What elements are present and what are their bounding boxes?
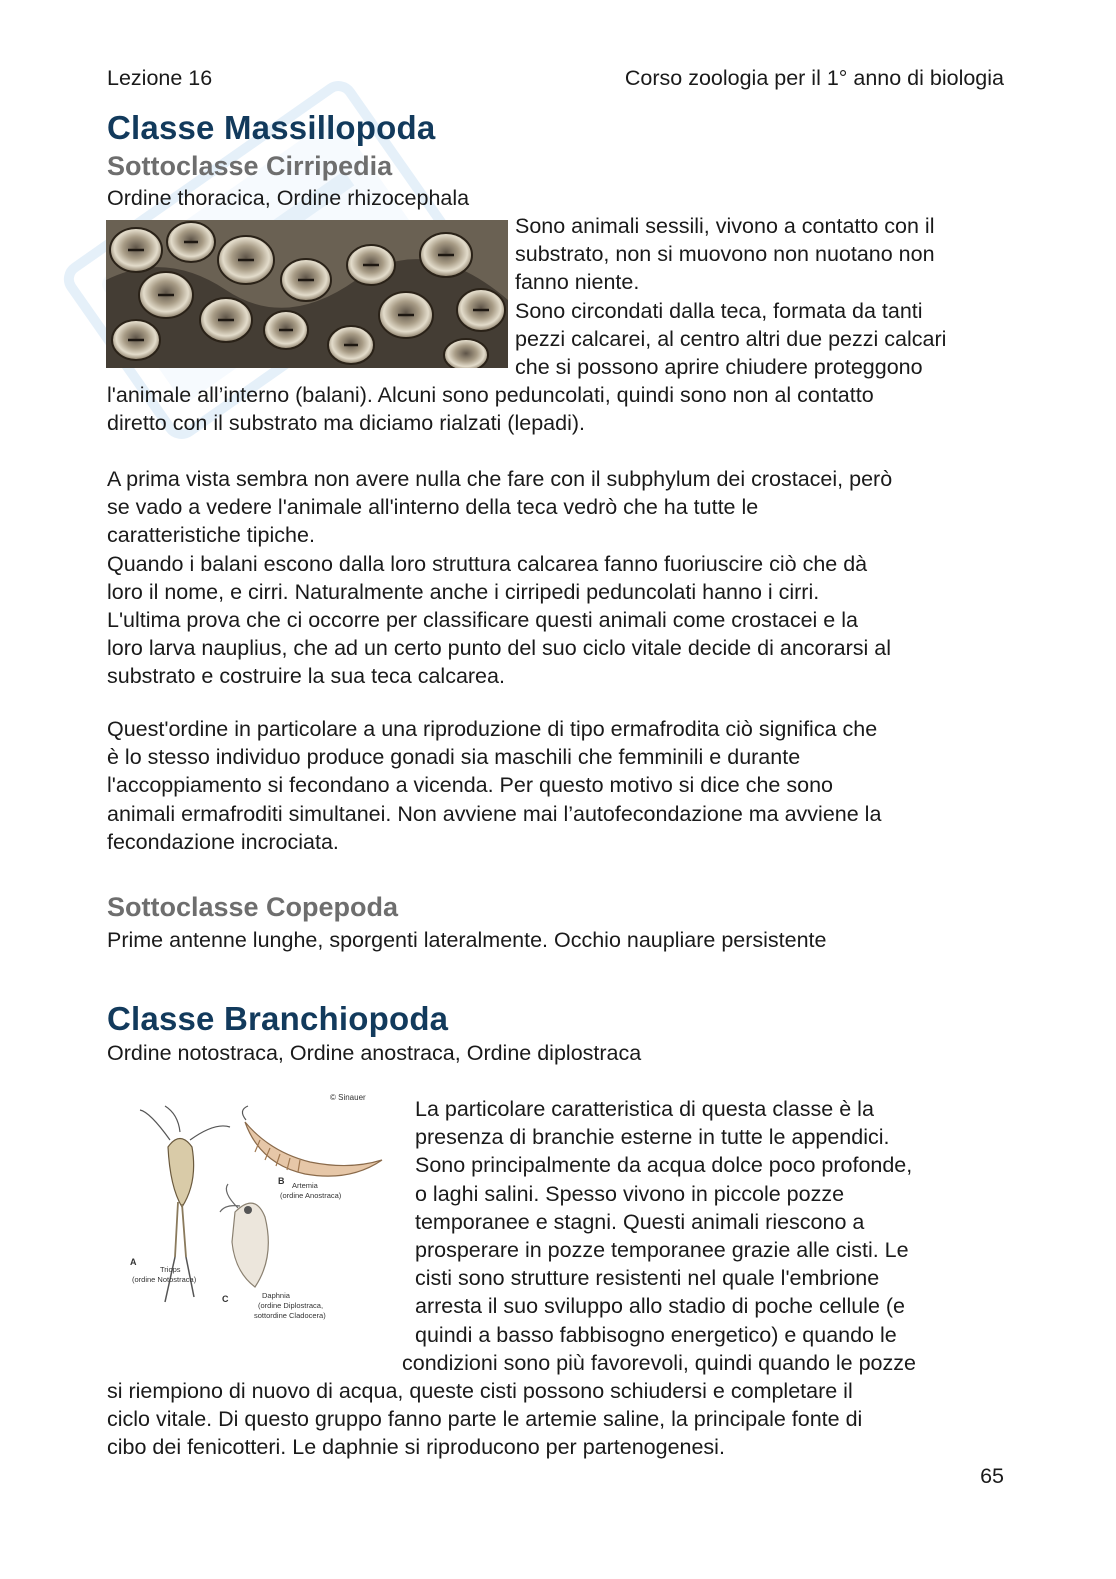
- text-line: ciclo vitale. Di questo gruppo fanno parte le artemie saline, la principale fonte di: [107, 1407, 863, 1432]
- text-line: fanno niente.: [515, 270, 640, 295]
- text-line: se vado a vedere l'animale all'interno della teca vedrò che ha tutte le: [107, 495, 759, 520]
- figure-artemia-order: (ordine Anostraca): [280, 1191, 342, 1200]
- text-line: substrato, non si muovono non nuotano non: [515, 242, 935, 267]
- text-line: Quando i balani escono dalla loro struttura calcarea fanno fuoriuscire ciò che dà: [107, 551, 868, 576]
- branchiopoda-text-wrapped: [402, 1095, 1015, 1377]
- text-line: è lo stesso individuo produce gonadi sia maschili che femminili e durante: [107, 745, 801, 770]
- subheading-cirripedia: Sottoclasse Cirripedia: [107, 151, 393, 181]
- text-line: l'animale all’interno (balani). Alcuni sono peduncolati, quindi sono non al contatto: [107, 383, 874, 407]
- figure-artemia-name: Artemia: [292, 1181, 318, 1190]
- text-line: animali ermafroditi simultanei. Non avviene mai l’autofecondazione ma avviene la: [107, 801, 882, 826]
- text-line: prosperare in pozze temporanee grazie alle cisti. Le: [415, 1238, 909, 1263]
- text-line: fecondazione incrociata.: [107, 829, 339, 854]
- header-lesson: Lezione 16: [107, 66, 213, 90]
- text-line: cisti sono strutture resistenti nel quale l'embrione: [415, 1266, 880, 1291]
- text-line: substrato e costruire la sua teca calcarea.: [107, 664, 505, 689]
- cirripedia-intro-continued: [107, 381, 1017, 437]
- orders-cirripedia: Ordine thoracica, Ordine rhizocephala: [107, 186, 470, 210]
- header-course: Corso zoologia per il 1° anno di biologia: [624, 66, 1004, 90]
- figure-daphnia-name: Daphnia: [262, 1291, 290, 1300]
- branchiopoda-illustration: [120, 1092, 390, 1332]
- text-line: presenza di branchie esterne in tutte le appendici.: [415, 1125, 890, 1150]
- copepoda-description: Prime antenne lunghe, sporgenti lateralmente. Occhio naupliare persistente: [107, 928, 827, 952]
- text-line: che si possono aprire chiudere proteggono: [515, 355, 923, 380]
- daphnia-eye: [244, 1206, 252, 1214]
- text-line: Quest'ordine in particolare a una riproduzione di tipo ermafrodita ciò significa che: [107, 717, 878, 741]
- barnacles-photo: [106, 220, 508, 368]
- text-line: caratteristiche tipiche.: [107, 523, 315, 548]
- text-line: si riempiono di nuovo di acqua, queste cisti possono schiudersi e completare il: [107, 1379, 853, 1403]
- daphnia-drawing: [220, 1184, 268, 1287]
- figure-triops-order: (ordine Notostraca): [132, 1275, 197, 1284]
- text-line: condizioni sono più favorevoli, quindi quando le pozze: [402, 1350, 916, 1375]
- text-line: pezzi calcarei, al centro altri due pezzi calcari: [515, 326, 947, 351]
- figure-label-a: A: [130, 1257, 137, 1267]
- figure-daphnia-order: (ordine Diplostraca,: [258, 1301, 324, 1310]
- subheading-copepoda: Sottoclasse Copepoda: [107, 892, 399, 922]
- text-line: La particolare caratteristica di questa classe è la: [415, 1097, 874, 1121]
- text-line: temporanee e stagni. Questi animali riescono a: [415, 1209, 865, 1234]
- paragraph-crustacean-traits: [107, 465, 1017, 691]
- text-line: l'accoppiamento si fecondano a vicenda. Per questo motivo si dice che sono: [107, 773, 833, 798]
- text-line: Sono animali sessili, vivono a contatto con il: [515, 214, 935, 238]
- figure-label-c: C: [222, 1294, 229, 1304]
- text-line: arresta il suo sviluppo allo stadio di poche cellule (e: [415, 1294, 905, 1319]
- figure-corner-label: © Sinauer: [330, 1093, 366, 1102]
- paragraph-reproduction: [107, 715, 1017, 856]
- page-number: 65: [980, 1464, 1004, 1488]
- orders-branchiopoda: Ordine notostraca, Ordine anostraca, Ordine diplostraca: [107, 1041, 642, 1065]
- triops-drawing: [140, 1106, 230, 1302]
- figure-triops-name: Triops: [160, 1265, 181, 1274]
- text-line: A prima vista sembra non avere nulla che fare con il subphylum dei crostacei, però: [107, 467, 893, 491]
- text-line: o laghi salini. Spesso vivono in piccole pozze: [415, 1181, 845, 1206]
- artemia-drawing: [242, 1106, 382, 1176]
- text-line: Sono principalmente da acqua dolce poco profonde,: [415, 1153, 913, 1178]
- text-line: loro il nome, e cirri. Naturalmente anche i cirripedi peduncolati hanno i cirri.: [107, 579, 820, 604]
- cirripedia-intro-wrapped: [515, 212, 1015, 381]
- heading-classe-branchiopoda: Classe Branchiopoda: [107, 1000, 449, 1037]
- text-line: cibo dei fenicotteri. Le daphnie si riproducono per partenogenesi.: [107, 1435, 725, 1460]
- figure-label-b: B: [278, 1176, 285, 1186]
- text-line: loro larva nauplius, che ad un certo punto del suo ciclo vitale decide di ancorarsi al: [107, 636, 892, 661]
- branchiopoda-text-continued: [107, 1377, 1017, 1462]
- heading-classe-massillopoda: Classe Massillopoda: [107, 109, 436, 146]
- text-line: diretto con il substrato ma diciamo rialzati (lepadi).: [107, 411, 585, 436]
- figure-daphnia-suborder: sottordine Cladocera): [254, 1311, 326, 1320]
- text-line: Sono circondati dalla teca, formata da tanti: [515, 298, 923, 323]
- text-line: L'ultima prova che ci occorre per classificare questi animali come crostacei e la: [107, 608, 858, 633]
- text-line: quindi a basso fabbisogno energetico) e quando le: [415, 1322, 897, 1347]
